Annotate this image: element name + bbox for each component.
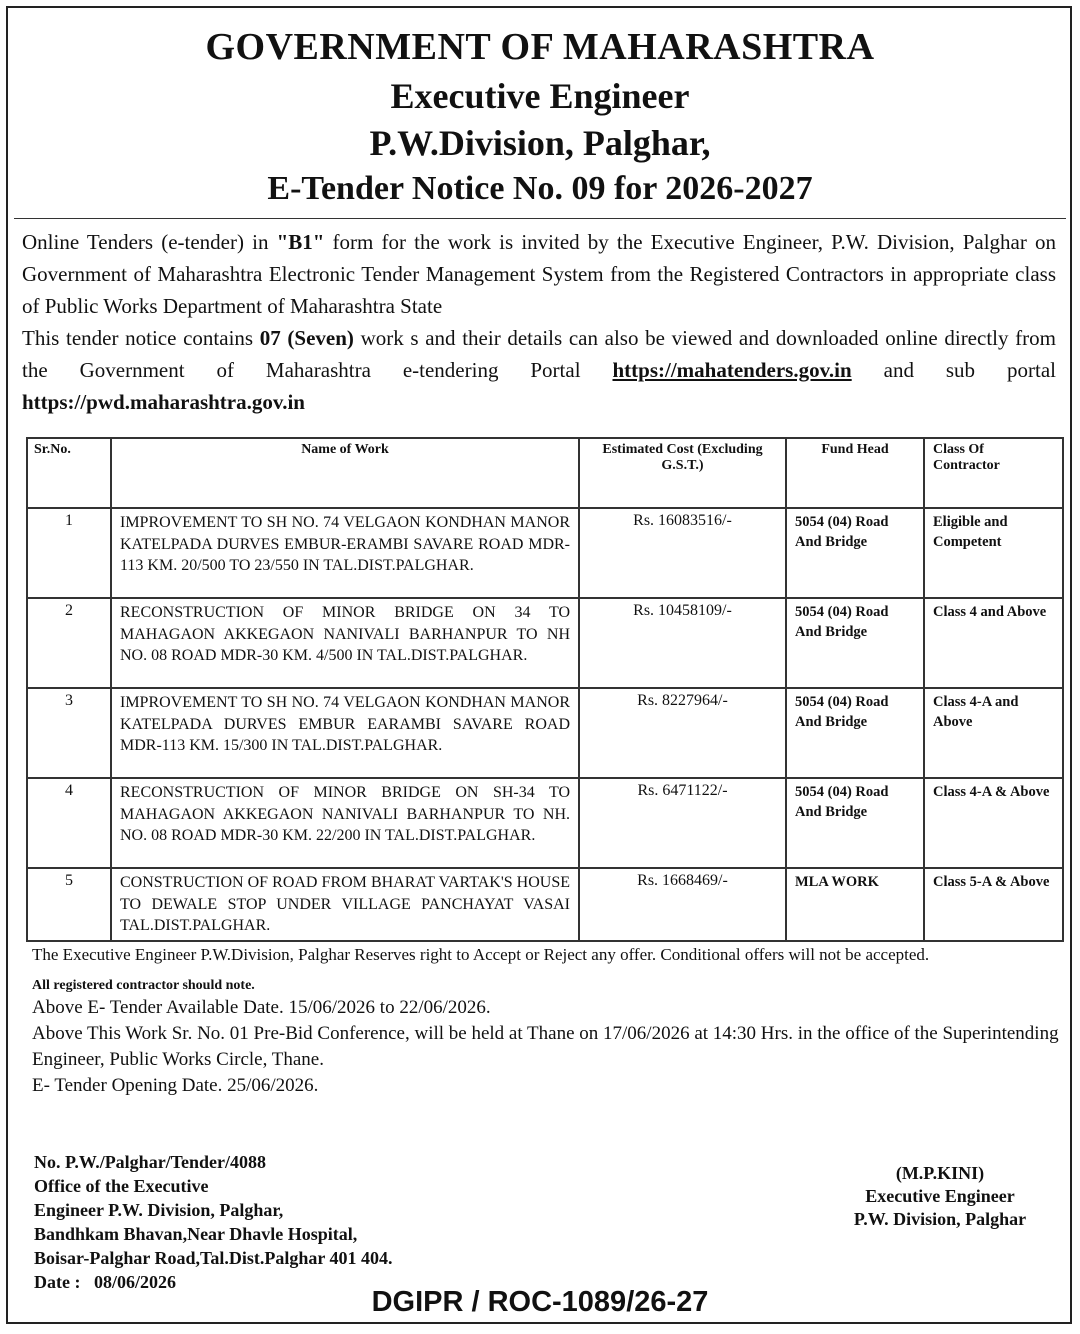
portal-link[interactable]: https://mahatenders.gov.in: [612, 358, 852, 382]
notice-date: Date : 08/06/2026: [34, 1272, 176, 1292]
header-divider: [14, 218, 1066, 219]
intro-text: [22, 226, 1056, 418]
cell-cost: Rs. 16083516/-: [579, 508, 786, 598]
table-row: [27, 688, 1063, 778]
header-fund: Fund Head: [786, 438, 924, 508]
header-cost: Estimated Cost (Excluding G.S.T.): [579, 438, 786, 508]
cell-sr: 5: [27, 868, 111, 941]
table-row: [27, 778, 1063, 868]
notice-header: [0, 22, 1080, 212]
signatory-block: [820, 1162, 1060, 1231]
cell-cost: Rs. 10458109/-: [579, 598, 786, 688]
reference-number: No. P.W./Palghar/Tender/4088: [34, 1152, 267, 1172]
cell-work: CONSTRUCTION OF ROAD FROM BHARAT VARTAK'S HOUSE TO DEWALE STOP UNDER VILLAGE PANCHAYAT VASAI TAL.DIST.PALGHAR.: [111, 868, 579, 941]
cell-sr: 1: [27, 508, 111, 598]
cell-work: IMPROVEMENT TO SH NO. 74 VELGAON KONDHAN MANOR KATELPADA DURVES EMBUR EARAMBI SAVARE ROAD MDR-113 KM. 15/300 IN TAL.DIST.PALGHAR.: [111, 688, 579, 778]
cell-class: Class 4-A and Above: [924, 688, 1063, 778]
signatory-name: (M.P.KINI): [895, 1163, 985, 1183]
notes-section: [32, 944, 1062, 1099]
tender-notice-title: E-Tender Notice No. 09 for 2026-2027: [267, 170, 813, 207]
prebid-note: Above This Work Sr. No. 01 Pre-Bid Conference, will be held at Thane on 17/06/2026 at 14:30 Hrs. in the office of the Superintending Engineer, Public Works Circle, Thane.: [32, 1023, 1059, 1070]
cell-cost: Rs. 8227964/-: [579, 688, 786, 778]
cell-sr: 4: [27, 778, 111, 868]
cell-class: Eligible and Competent: [924, 508, 1063, 598]
signatory-title: Executive Engineer: [865, 1186, 1015, 1206]
cell-work: IMPROVEMENT TO SH NO. 74 VELGAON KONDHAN MANOR KATELPADA DURVES EMBUR-ERAMBI SAVARE ROAD MDR-113 KM. 20/500 TO 23/550 IN TAL.DIST.PALGHAR.: [111, 508, 579, 598]
government-title: GOVERNMENT OF MAHARASHTRA: [205, 26, 875, 68]
cell-cost: Rs. 6471122/-: [579, 778, 786, 868]
cell-sr: 3: [27, 688, 111, 778]
cell-fund: 5054 (04) Road And Bridge: [786, 508, 924, 598]
office-title: Executive Engineer: [390, 76, 690, 116]
cell-fund: 5054 (04) Road And Bridge: [786, 688, 924, 778]
opening-date: E- Tender Opening Date. 25/06/2026.: [32, 1075, 319, 1096]
works-table: [26, 437, 1064, 942]
cell-work: RECONSTRUCTION OF MINOR BRIDGE ON 34 TO MAHAGAON AKKEGAON NANIVALI BARHANPUR TO NH NO. 08 ROAD MDR-30 KM. 4/500 IN TAL.DIST.PALGHAR.: [111, 598, 579, 688]
cell-class: Class 4 and Above: [924, 598, 1063, 688]
roc-number: DGIPR / ROC-1089/26-27: [371, 1286, 709, 1318]
signatory-division: P.W. Division, Palghar: [853, 1209, 1027, 1229]
reserve-note: The Executive Engineer P.W.Division, Palghar Reserves right to Accept or Reject any offer. Conditional offers will not be accepted.: [32, 945, 930, 964]
table-header-row: [27, 438, 1063, 508]
header-work: Name of Work: [111, 438, 579, 508]
cell-class: Class 5-A & Above: [924, 868, 1063, 941]
division-title: P.W.Division, Palghar,: [369, 123, 711, 163]
header-sr: Sr.No.: [27, 438, 111, 508]
available-date: Above E- Tender Available Date. 15/06/2026 to 22/06/2026.: [32, 997, 491, 1018]
table-row: [27, 508, 1063, 598]
intro-paragraph-1: Online Tenders (e-tender) in "B1" form for the work is invited by the Executive Engineer, P.W. Division, Palghar on Government of Maharashtra Electronic Tender Management System from the Registered Contractors in appropriate class of Public Works Department of Maharashtra State: [22, 230, 1056, 318]
note-heading: All registered contractor should note.: [32, 978, 255, 993]
cell-fund: 5054 (04) Road And Bridge: [786, 778, 924, 868]
cell-work: RECONSTRUCTION OF MINOR BRIDGE ON SH-34 TO MAHAGAON AKKEGAON NANIVALI BARHANPUR TO NH. NO. 08 ROAD MDR-30 KM. 22/200 IN TAL.DIST.PALGHAR.: [111, 778, 579, 868]
table-row: [27, 868, 1063, 941]
office-address: No. P.W./Palghar/Tender/4088 Office of the Executive Engineer P.W. Division, Palghar, Bandhkam Bhavan,Near Dhavle Hospital, Boisar-Palghar Road,Tal.Dist.Palghar 401 404. Date : 08/06/2026: [34, 1152, 393, 1292]
cell-sr: 2: [27, 598, 111, 688]
header-class: Class Of Contractor: [924, 438, 1063, 508]
cell-fund: 5054 (04) Road And Bridge: [786, 598, 924, 688]
cell-fund: MLA WORK: [786, 868, 924, 941]
subportal-link[interactable]: https://pwd.maharashtra.gov.in: [22, 390, 305, 414]
intro-paragraph-2: This tender notice contains 07 (Seven) work s and their details can also be viewed and downloaded online directly from the Government of Maharashtra e-tendering Portal https://mahatenders.gov.in and sub portal https://pwd.maharashtra.gov.in: [22, 326, 1056, 414]
cell-class: Class 4-A & Above: [924, 778, 1063, 868]
table-row: [27, 598, 1063, 688]
cell-cost: Rs. 1668469/-: [579, 868, 786, 941]
